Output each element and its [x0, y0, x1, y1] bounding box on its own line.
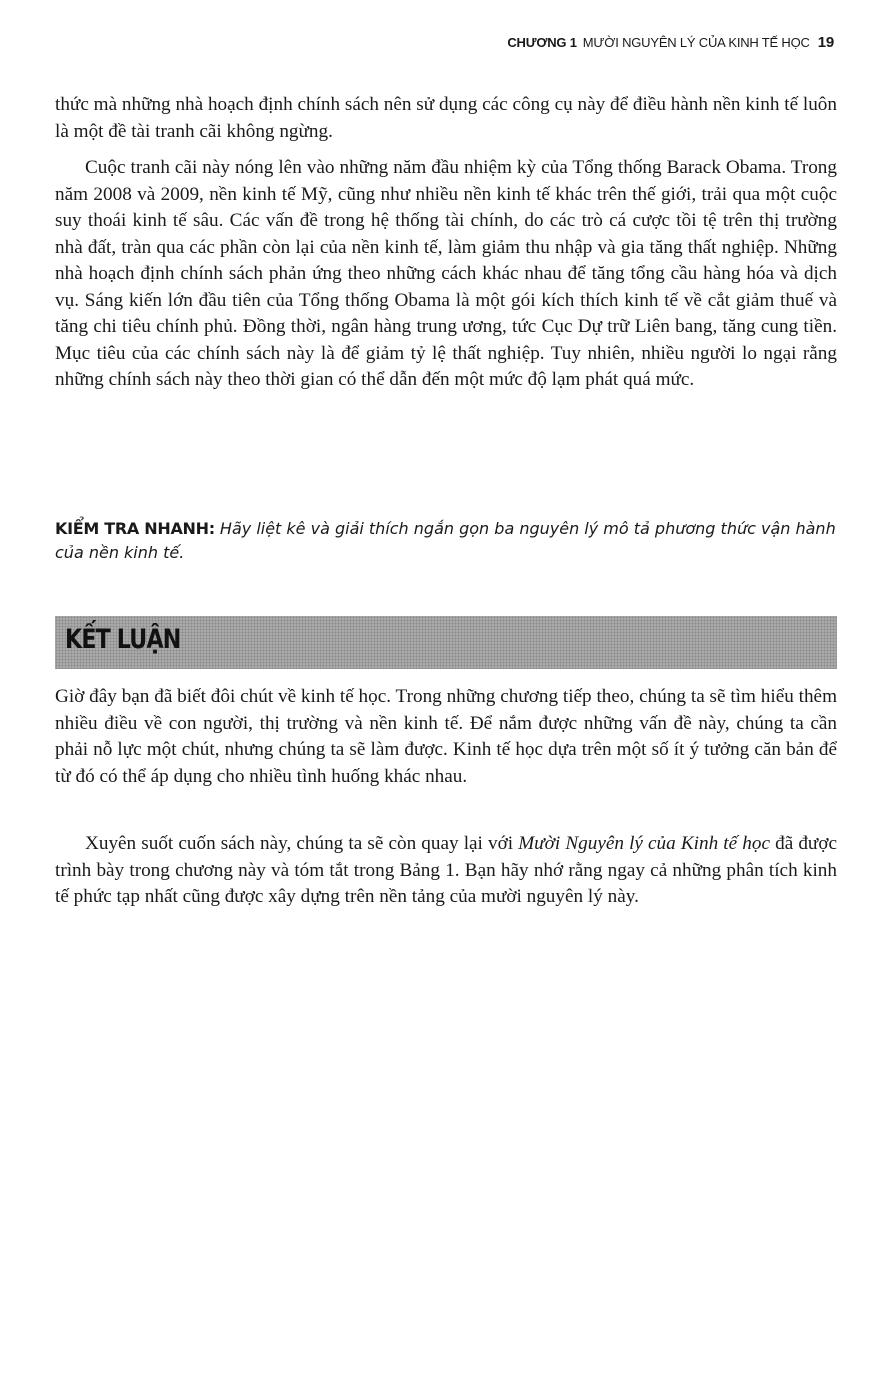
quick-check-colon: : — [208, 519, 215, 538]
paragraph-policy-debate: Cuộc tranh cãi này nóng lên vào những năm đầu nhiệm kỳ của Tổng thống Barack Obama. Trong năm 2008 và 2009, nền kinh tế Mỹ, cũng như nhiều nền kinh tế khác trên thế giới, trải qua một cuộc suy thoái kinh tế sâu. Các vấn đề trong hệ thống tài chính, do các trò cá cược tồi tệ trên thị trường nhà đất, tràn qua các phần còn lại của nền kinh tế, làm giảm thu nhập và gia tăng thất nghiệp. Những nhà hoạch định chính sách phản ứng theo những cách khác nhau để tăng tổng cầu hàng hóa và dịch vụ. Sáng kiến lớn đầu tiên của Tổng thống Obama là một gói kích thích kinh tế về cắt giảm thuế và tăng chi tiêu chính phủ. Đồng thời, ngân hàng trung ương, tức Cục Dự trữ Liên bang, tăng cung tiền. Mục tiêu của các chính sách này là để giảm tỷ lệ thất nghiệp. Tuy nhiên, nhiều người lo ngại rằng những chính sách này theo thời gian có thể dẫn đến một mức độ lạm phát quá mức. — [55, 157, 837, 390]
paragraph-continuation: thức mà những nhà hoạch định chính sách nên sử dụng các công cụ này để điều hành nền kinh tế luôn là một đề tài tranh cãi không ngừng. — [55, 94, 837, 142]
summary-text-start: Xuyên suốt cuốn sách này, chúng ta sẽ còn quay lại với — [85, 833, 519, 854]
quick-check-label: KIỂM TRA NHANH — [55, 519, 209, 538]
page-number: 19 — [817, 34, 834, 51]
section-heading-banner — [55, 616, 837, 669]
running-head — [507, 34, 834, 51]
section-heading: KẾT LUẬN — [65, 624, 181, 655]
chapter-label: CHƯƠNG 1 — [507, 35, 577, 50]
quick-check-question: Hãy liệt kê và giải thích ngắn gọn ba nguyên lý mô tả phương thức vận hành của nền kinh tế. — [55, 519, 836, 562]
chapter-title: MƯỜI NGUYÊN LÝ CỦA KINH TẾ HỌC — [582, 35, 810, 50]
summary-text-end: đã được trình bày trong chương này và tóm tắt trong Bảng 1. Bạn hãy nhớ rằng ngay cả những phân tích kinh tế phức tạp nhất cũng được xây dựng trên nền tảng của mười nguyên lý này. — [55, 833, 837, 907]
book-section-title: Mười Nguyên lý của Kinh tế học — [518, 833, 770, 854]
quick-check-box — [55, 517, 837, 565]
paragraph-summary — [55, 831, 837, 911]
paragraph-conclusion: Giờ đây bạn đã biết đôi chút về kinh tế học. Trong những chương tiếp theo, chúng ta sẽ tìm hiểu thêm nhiều điều về con người, thị trường và nền kinh tế. Để nắm được những vấn đề này, chúng ta cần phải nỗ lực một chút, nhưng chúng ta sẽ làm được. Kinh tế học dựa trên một số ít ý tưởng căn bản để từ đó có thể áp dụng cho nhiều tình huống khác nhau. — [55, 686, 837, 787]
